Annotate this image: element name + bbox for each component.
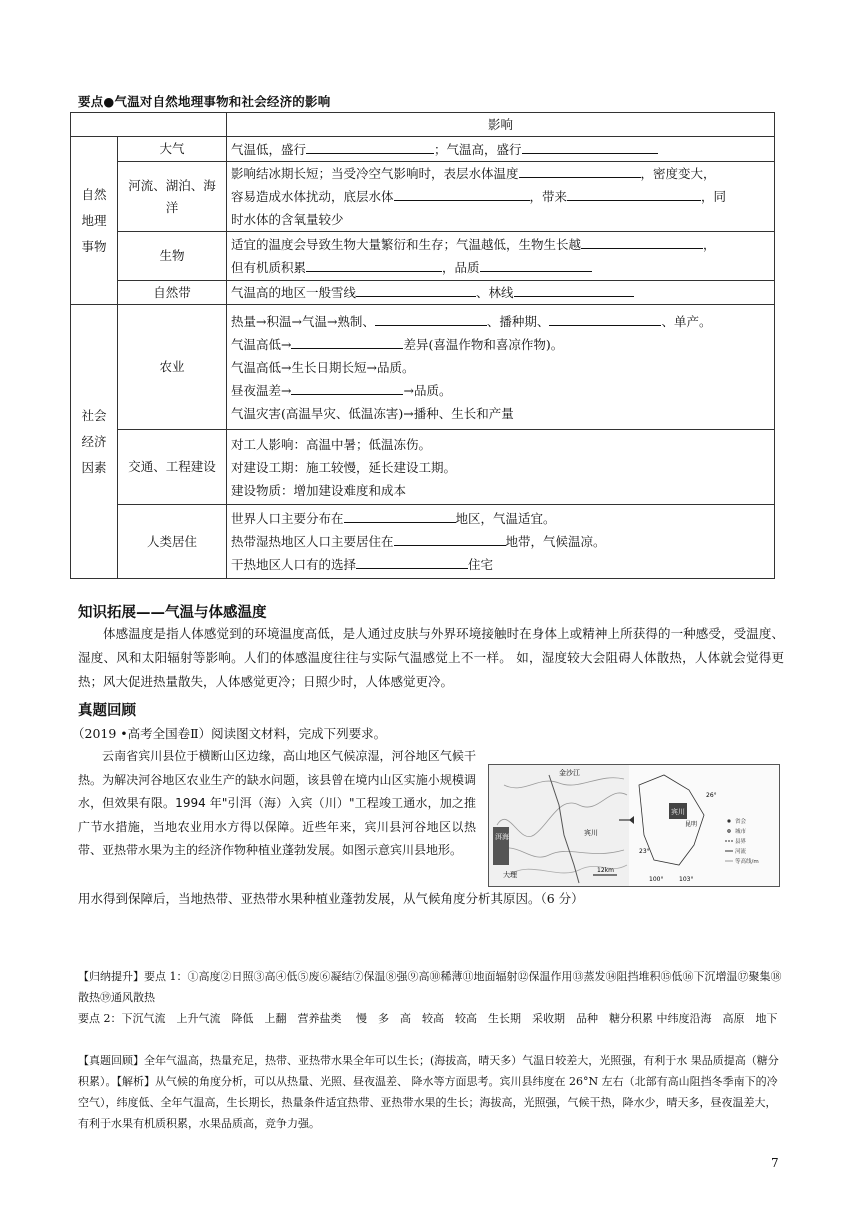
svg-text:河流: 河流: [735, 849, 747, 855]
row-ziran: 气温高的地区一般雪线 、林线: [227, 281, 775, 305]
table-corner: [71, 113, 227, 137]
row-nongye: 热量→积温→气温→熟制、 、播种期、 、单产。 气温高低→ 差异(喜温作物和喜凉作物)。 气温高低→生长日期长短→品质。 昼夜温差→ →品质。 气温灾害(高温旱灾、低温冻害)→播种、生长和产量: [227, 305, 775, 430]
table-header: 影响: [227, 113, 775, 137]
row-label-ziran: 自然带: [118, 281, 227, 305]
terrain-map-svg: [489, 765, 779, 886]
answer-summary-2: 要点 2：下沉气流 上升气流 降低 上翻 营养盐类 慢 多 高 较高 较高 生长期 采收期 品种 糖分积累 中纬度沿海 高原 地下: [78, 1012, 778, 1025]
row-renlei: 世界人口主要分布在 地区，气温适宜。 热带湿热地区人口主要居住在 地带，气候温凉。 干热地区人口有的选择 住宅: [227, 505, 775, 579]
lon-label-1: 100°: [649, 876, 664, 883]
knowledge-body: 体感温度是指人体感觉到的环境温度高低，是人通过皮肤与外界环境接触时在身体上或精神上所获得的一种感受，受温度、湿度、风和太阳辐射等影响。人们的体感温度往往与实际气温感觉上不一样。 如，湿度较大会阻碍人体散热，人体就会觉得更热；风大促进热量散失，人体感觉更冷；日照少时，人体感觉更冷。: [78, 626, 784, 689]
group-natural: 自然地理事物: [71, 137, 118, 305]
row-label-shengwu: 生物: [118, 232, 227, 281]
row-label-jiaotong: 交通、工程建设: [118, 430, 227, 505]
map-label-jinsha: 金沙江: [559, 769, 580, 777]
row-heliu: 影响结冰期长短；当受冷空气影响时，表层水体温度 ，密度变大， 容易造成水体扰动，底层水体 ，带来 ，同 时水体的含氧量较少: [227, 162, 775, 232]
answer-summary-1: 【归纳提升】要点 1：①高度②日照③高④低⑤废⑥凝结⑦保温⑧强⑨高⑩稀薄⑪地面辐射⑫保温作用⑬蒸发⑭阻挡堆积⑮低⑯下沉增温⑰聚集⑱散热⑲通风散热: [78, 970, 782, 1004]
svg-text:城市: 城市: [735, 829, 747, 835]
group-social: 社会经济因素: [71, 305, 118, 579]
review-question: 用水得到保障后，当地热带、亚热带水果种植业蓬勃发展，从气候角度分析其原因。（6 分）: [78, 891, 584, 906]
review-title: 真题回顾: [78, 703, 136, 719]
scale-label: 12km: [597, 867, 614, 874]
lon-label-2: 103°: [679, 876, 694, 883]
review-source: （2019 •高考全国卷Ⅱ）阅读图文材料，完成下列要求。: [72, 726, 387, 741]
temperature-influence-table: [70, 112, 775, 579]
row-label-nongye: 农业: [118, 305, 227, 430]
section-heading: 要点●气温对自然地理事物和社会经济的影响: [78, 94, 331, 109]
review-material: 云南省宾川县位于横断山区边缘，高山地区气候凉湿，河谷地区气候干热。为解决河谷地区农业生产的缺水问题，该县曾在境内山区实施小规模调水，但效果有限。1994 年"引洱（海）入宾（川）"工程竣工通水，加之推广节水措施，当地农业用水方得以保障。近些年来，宾川县河谷地区以热带、亚热带水果为主的经济作物种植业蓬勃发展。如图示意宾川县地形。: [78, 749, 476, 857]
inset-label-kunming: 昆明: [685, 821, 698, 828]
answer-review: 【真题回顾】全年气温高，热量充足，热带、亚热带水果全年可以生长；(海拔高，晴天多）气温日较差大，光照强，有利于水 果品质提高（糖分积累）。【解析】从气候的角度分析，可以从热量、光照、昼夜温差、 降水等方面思考。宾川县纬度在 26°N 左右（北部有高山阻挡冬季南下的冷空气），纬度低、全年气温高，生长期长，热量条件适宜热带、亚热带水果的生长；海拔高，光照强，气候干热，降水少，晴天多，昼夜温差大，有利于水果有机质积累，水果品质高，竞争力强。: [78, 1054, 779, 1130]
knowledge-title: 知识拓展——气温与体感温度: [78, 605, 267, 621]
binchuan-terrain-map: [488, 764, 780, 887]
map-label-dali: 大理: [503, 871, 517, 879]
map-label-erhai: 洱海: [495, 833, 509, 841]
row-label-heliu: 河流、湖泊、海洋: [118, 162, 227, 232]
map-label-binchuan: 宾川: [584, 829, 598, 837]
row-shengwu: 适宜的温度会导致生物大量繁衍和生存；气温越低，生物生长越 ， 但有机质积累 ，品质: [227, 232, 775, 281]
svg-text:县界: 县界: [735, 839, 747, 845]
lat-label-1: 26°: [706, 792, 717, 799]
row-label-renlei: 人类居住: [118, 505, 227, 579]
inset-label-binchuan: 宾川: [671, 808, 685, 816]
row-jiaotong: 对工人影响：高温中暑；低温冻伤。 对建设工期：施工较慢，延长建设工期。 建设物质：增加建设难度和成本: [227, 430, 775, 505]
svg-text:等高线/m: 等高线/m: [735, 859, 759, 865]
row-label-daqi: 大气: [118, 137, 227, 162]
lat-label-2: 23°: [639, 848, 650, 855]
svg-text:省会: 省会: [735, 819, 747, 825]
map-legend: [725, 817, 759, 865]
row-daqi: 气温低，盛行 ；气温高，盛行: [227, 137, 775, 162]
page-number: 7: [771, 1156, 779, 1170]
